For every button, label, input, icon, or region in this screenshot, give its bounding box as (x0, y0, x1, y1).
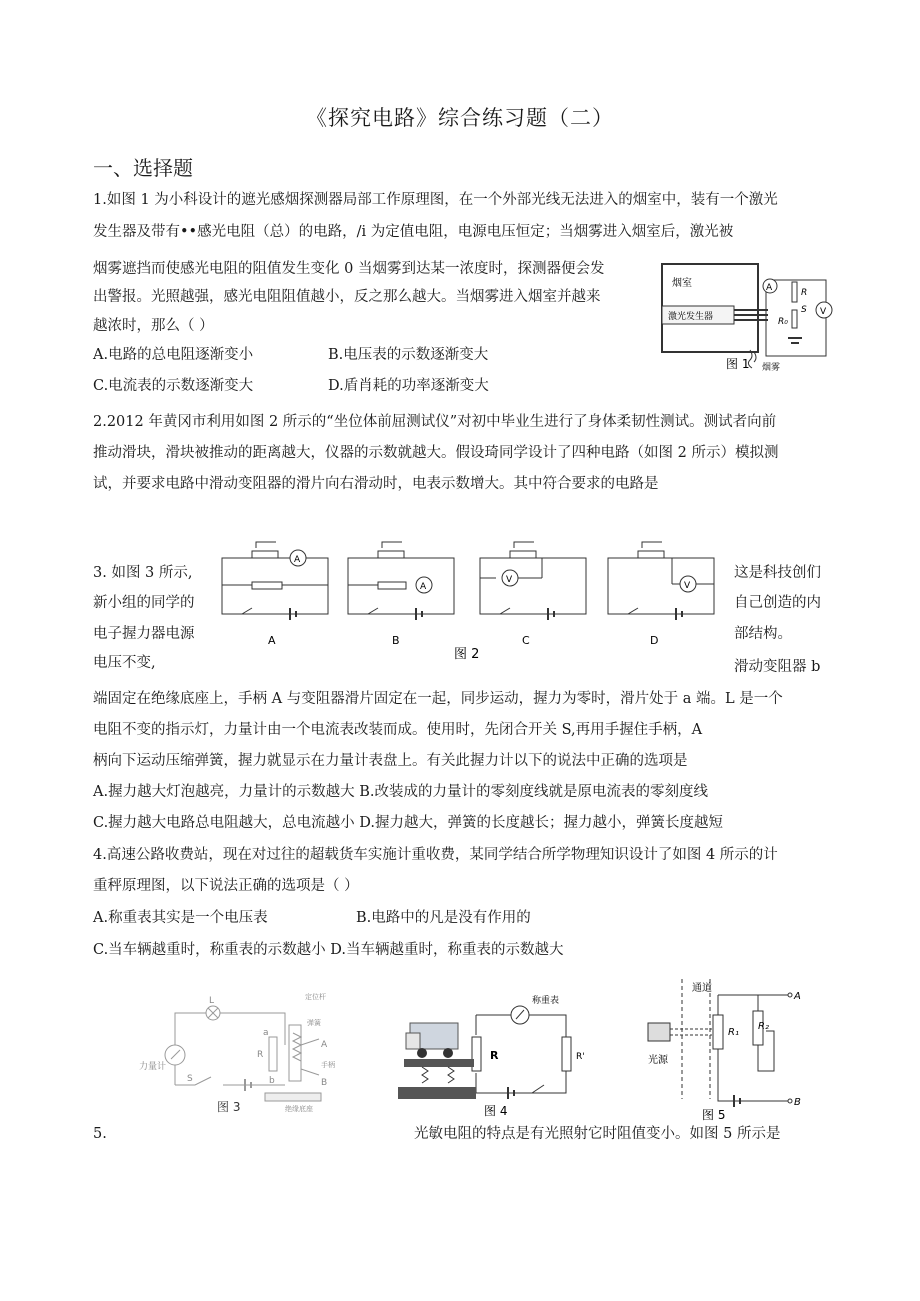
page-title: 《探究电路》综合练习题（二） (306, 106, 614, 130)
q3-right-line1: 这是科技创们 (734, 565, 821, 581)
fig3-spring-label: 弹簧 (307, 1019, 321, 1027)
fig3-s-label: S (187, 1074, 193, 1084)
q4-line1: 4.高速公路收费站，现在对过往的超载货车实施计重收费，某同学结合所学物理知识设计了如图 4 所示的计 (93, 847, 778, 863)
q3-left-line3: 电子握力器电源 (93, 626, 195, 642)
q1-line1: 1.如图 1 为小科设计的遮光感烟探测器局部工作原理图，在一个外部光线无法进入的烟室中，装有一个激光 (93, 192, 778, 208)
fig1-laser-label: 激光发生器 (668, 312, 714, 322)
fig2-meter-d: V (684, 581, 691, 591)
fig4-r-label: R (490, 1049, 499, 1062)
fig4-caption: 图 4 (484, 1104, 508, 1118)
q4-option-a: A.称重表其实是一个电压表 (93, 910, 268, 926)
q2-line1: 2.2012 年黄冈市利用如图 2 所示的“坐位体前屈测试仪”对初中毕业生进行了身体柔韧性测试。测试者向前 (93, 414, 777, 430)
fig2-caption: 图 2 (454, 647, 480, 662)
q3-options-ab: A.握力越大灯泡越亮，力量计的示数越大 B.改装成的力量计的零刻度线就是原电流表的零刻度线 (93, 784, 708, 800)
figure-2 (212, 538, 728, 666)
q1-line2: 发生器及带有••感光电阻（总）的电路，/i 为定值电阻，电源电压恒定；当烟雾进入烟室后，激光被 (93, 224, 734, 240)
fig5-b-label: B (794, 1097, 801, 1108)
figure-5 (642, 975, 812, 1121)
q3-right-line4: 滑动变阻器 b (734, 659, 821, 675)
q5-line1: 光敏电阻的特点是有光照射它时阻值变小。如图 5 所示是 (414, 1126, 781, 1142)
q3-left-line4: 电压不变, (93, 655, 156, 671)
q1-line4: 出警报。光照越强，感光电阻阻值越小，反之那么越大。当烟雾进入烟室并越来 (93, 289, 601, 305)
fig3-a-label: a (263, 1028, 269, 1038)
q3-line5: 端固定在绝缘底座上，手柄 A 与变阻器滑片固定在一起，同步运动，握力为零时，滑片处于 a 端。L 是一个 (93, 691, 783, 707)
q2-line3: 试，并要求电路中滑动变阻器的滑片向右滑动时，电表示数增大。其中符合要求的电路是 (93, 476, 659, 492)
q3-right-line2: 自己创造的内 (734, 595, 821, 611)
fig5-source-label: 光源 (648, 1055, 668, 1066)
q4-option-b: B.电路中的凡是没有作用的 (356, 910, 531, 926)
fig2-circuit-d (608, 542, 714, 647)
section-heading: 一、选择题 (93, 156, 193, 180)
fig1-caption: 图 1 (726, 357, 750, 371)
fig2-label-c: C (522, 634, 530, 647)
fig1-r0-label: R₀ (778, 317, 788, 327)
q3-line6: 电阻不变的指示灯，力量计由一个电流表改装而成。使用时，先闭合开关 S,再用手握住手柄，A (93, 722, 703, 738)
fig2-label-d: D (650, 634, 659, 647)
figure-4 (398, 985, 598, 1119)
fig2-label-b: B (392, 634, 400, 647)
fig2-meter-b: A (420, 582, 427, 592)
fig2-label-a: A (268, 634, 276, 647)
q3-line7: 柄向下运动压缩弹簧，握力就显示在力量计表盘上。有关此握力计以下的说法中正确的选项是 (93, 753, 688, 769)
q3-left-line2: 新小组的同学的 (93, 595, 195, 611)
q1-option-c: C.电流表的示数逐渐变大 (93, 378, 254, 394)
q3-left-line1: 3. 如图 3 所示, (93, 565, 193, 581)
fig3-caption: 图 3 (217, 1100, 241, 1114)
figure-1 (658, 260, 840, 378)
fig3-b-label: b (269, 1076, 275, 1086)
q2-line2: 推动滑块，滑块被推动的距离越大，仪器的示数就越大。假设琦同学设计了四种电路（如图 2 所示）模拟测 (93, 445, 779, 461)
q3-options-cd: C.握力越大电路总电阻越大，总电流越小 D.握力越大，弹簧的长度越长；握力越小，弹簧长度越短 (93, 815, 724, 831)
figure-3 (135, 985, 345, 1117)
fig5-caption: 图 5 (702, 1108, 726, 1121)
q1-option-b: B.电压表的示数逐渐变大 (328, 347, 489, 363)
q4-line2: 重秤原理图，以下说法正确的选项是（ ） (93, 878, 359, 894)
fig3-base-label: 绝缘底座 (285, 1105, 313, 1113)
fig2-meter-c: V (506, 575, 513, 585)
q5-number: 5. (93, 1126, 107, 1142)
fig5-a-label: A (794, 991, 801, 1002)
fig3-r-label: R (257, 1050, 264, 1060)
fig1-s-label: S (801, 305, 807, 315)
q1-line5: 越浓时，那么（ ） (93, 318, 214, 334)
fig1-chamber-label: 烟室 (672, 278, 692, 289)
fig2-circuit-b (348, 542, 454, 647)
fig2-circuit-a (222, 542, 328, 647)
fig3-meter-label: 力量计 (139, 1062, 167, 1072)
fig1-r-label: R (801, 288, 808, 298)
fig2-circuit-c (480, 542, 586, 647)
fig3-handle-b-label: B (321, 1078, 328, 1088)
fig3-handle-a-label: A (321, 1040, 328, 1050)
fig5-channel-label: 通道 (692, 983, 712, 994)
q3-right-line3: 部结构。 (734, 626, 792, 642)
q1-option-a: A.电路的总电阻逐渐变小 (93, 347, 254, 363)
fig3-handle-label: 手柄 (321, 1061, 335, 1069)
fig1-ammeter: A (766, 283, 773, 293)
fig1-voltmeter: V (820, 307, 827, 317)
q4-options-cd: C.当车辆越重时，称重表的示数越小 D.当车辆越重时，称重表的示数越大 (93, 942, 564, 958)
fig2-meter-a: A (294, 555, 301, 565)
q1-line3: 烟雾遮挡而使感光电阻的阻值发生变化 0 当烟雾到达某一浓度时，探测器便会发 (93, 261, 605, 277)
fig3-l-label: L (209, 996, 215, 1006)
fig4-meter-label: 称重表 (532, 996, 560, 1006)
fig4-r0-label: R' (576, 1052, 585, 1062)
fig1-smoke-label: 烟雾 (762, 363, 781, 373)
fig5-r1-label: R₁ (728, 1027, 739, 1038)
q1-option-d: D.盾肖耗的功率逐渐变大 (328, 378, 489, 394)
fig3-rod-label: 定位杆 (305, 993, 326, 1001)
fig5-r2-label: R₂ (758, 1021, 769, 1032)
